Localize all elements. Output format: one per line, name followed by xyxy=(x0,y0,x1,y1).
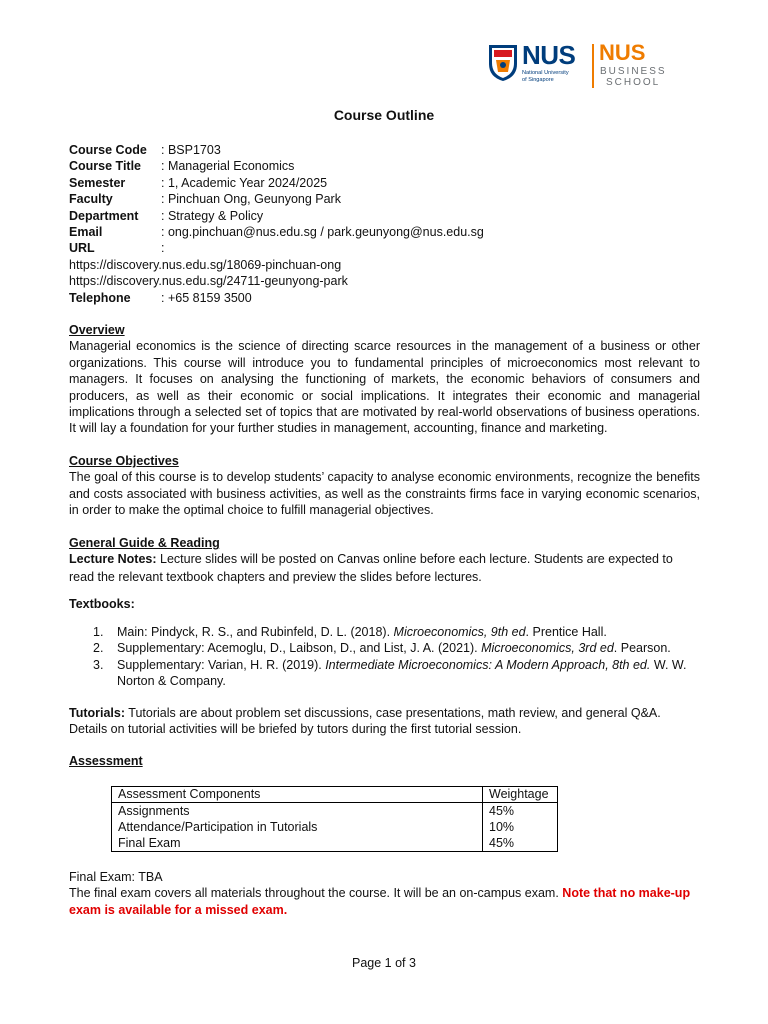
tutorials-label: Tutorials: xyxy=(69,706,126,720)
info-row xyxy=(69,142,709,158)
overview-section xyxy=(69,322,700,437)
course-info xyxy=(69,142,709,306)
book-title: Microeconomics, 9th ed xyxy=(393,625,526,639)
email-value[interactable]: : ong.pinchuan@nus.edu.sg / park.geunyong@nus.edu.sg xyxy=(161,225,484,240)
info-row xyxy=(69,191,709,207)
final-exam-warning: Note that no make-up exam is available for a missed exam. xyxy=(69,886,691,917)
table-row xyxy=(112,803,558,852)
info-label: Faculty xyxy=(69,192,113,207)
overview-text: Managerial economics is the science of directing scarce resources in the management of a business or other organizations. This course will introduce you to fundamental principles of microeconomics most relevant to managers. It focuses on analysing the functioning of markets, the economic behaviors of consumers and producers, as well as their economic or social implications. It integrates their economic and managerial implications through a selected set of topics that are motivated by real-world observations of business operations. It will lay a foundation for your further studies in management, accounting, finance and marketing. xyxy=(69,339,700,436)
table-cell: Final Exam xyxy=(118,836,181,851)
section-heading: Course Objectives xyxy=(69,454,179,468)
logo-divider xyxy=(592,44,594,88)
info-value: : xyxy=(161,241,165,256)
lecture-notes xyxy=(69,551,700,586)
table-cell: Attendance/Participation in Tutorials xyxy=(118,820,318,835)
page-title: Course Outline xyxy=(333,107,435,123)
info-label: URL xyxy=(69,241,95,256)
url-line[interactable] xyxy=(69,257,709,273)
book-title: Microeconomics, 3rd ed xyxy=(481,641,614,656)
table-cell: Assignments xyxy=(118,804,190,819)
list-number: 3. xyxy=(93,657,104,672)
section-heading: Assessment xyxy=(69,754,143,768)
info-row xyxy=(69,240,709,256)
tutorials-text: Tutorials are about problem set discussions, case presentations, math review, and general Q&A. Details on tutorial activities will be briefed by tutors during the first tutorial session. xyxy=(69,706,661,737)
table-header-row xyxy=(112,787,558,803)
info-row xyxy=(69,224,709,240)
info-value: : Pinchuan Ong, Geunyong Park xyxy=(161,192,341,207)
info-label: Telephone xyxy=(69,290,131,305)
list-item xyxy=(93,640,700,656)
textbooks-label: Textbooks: xyxy=(69,597,135,611)
book-title: Intermediate Microeconomics: A Modern Approach, 8th ed. xyxy=(325,657,651,672)
school-word: SCHOOL xyxy=(606,77,661,88)
list-item xyxy=(93,657,700,690)
url-link[interactable]: https://discovery.nus.edu.sg/18069-pinchuan-ong xyxy=(69,257,342,272)
final-exam-text: The final exam covers all materials throughout the course. It will be an on-campus exam. xyxy=(69,886,563,901)
business-word: BUSINESS xyxy=(600,66,667,77)
lecture-text: Lecture slides will be posted on Canvas online before each lecture. Students are expected to read the relevant textbook chapters and preview the slides before lectures. xyxy=(69,552,673,584)
book-text: . Prentice Hall. xyxy=(525,625,607,639)
business-school-nus: NUS xyxy=(599,40,646,65)
assessment-heading xyxy=(69,753,700,769)
info-row xyxy=(69,208,709,224)
book-text: W. W. Norton & Company. xyxy=(117,657,687,689)
guide-section xyxy=(69,535,700,586)
list-number: 1. xyxy=(93,625,104,639)
table-cell: 45% xyxy=(489,836,515,851)
nus-wordmark-subtitle xyxy=(522,70,582,83)
info-label: Department xyxy=(69,208,139,223)
tutorials-paragraph xyxy=(69,705,700,738)
info-label: Course Code xyxy=(69,143,147,157)
components-cell xyxy=(112,803,483,852)
table-header: Weightage xyxy=(483,787,558,803)
table-cell: 45% xyxy=(489,804,515,819)
table-cell: 10% xyxy=(489,820,515,835)
info-label: Email xyxy=(69,225,103,240)
book-text: . Pearson. xyxy=(613,641,671,656)
info-label: Course Title xyxy=(69,159,142,174)
book-text: Supplementary: Varian, H. R. (2019). xyxy=(117,657,326,672)
objectives-text: The goal of this course is to develop students’ capacity to analyse economic environments, recognize the benefits and costs associated with business activities, as well as the constraints firms face in varying economic scenarios, in order to make the optimal choice to fulfill managerial objectives. xyxy=(69,470,700,518)
info-row xyxy=(69,290,709,306)
objectives-section xyxy=(69,453,700,519)
url-line[interactable] xyxy=(69,273,709,289)
assessment-table xyxy=(111,786,558,852)
page-number: Page 1 of 3 xyxy=(352,956,416,970)
table-header: Assessment Components xyxy=(112,787,483,803)
section-heading: Overview xyxy=(69,323,125,337)
nus-sub-line-2: of Singapore xyxy=(522,76,554,83)
lecture-label: Lecture Notes: xyxy=(69,552,157,567)
info-label: Semester xyxy=(69,175,126,190)
nus-wordmark: NUS xyxy=(522,40,576,70)
nus-sub-line-1: National University xyxy=(522,70,569,76)
info-row xyxy=(69,158,709,174)
url-link[interactable]: https://discovery.nus.edu.sg/24711-geunyong-park xyxy=(69,274,348,289)
weightage-cell xyxy=(483,803,558,852)
textbook-list xyxy=(93,624,700,690)
section-heading: General Guide & Reading xyxy=(69,536,220,550)
nus-business-school-logo xyxy=(470,34,692,98)
business-school-text xyxy=(600,66,667,88)
info-row xyxy=(69,175,709,191)
nus-crest-icon xyxy=(488,44,518,82)
info-value: : BSP1703 xyxy=(161,143,221,157)
book-text: Main: Pindyck, R. S., and Rubinfeld, D. L. (2018). xyxy=(117,625,394,639)
info-value: : +65 8159 3500 xyxy=(161,290,252,305)
final-exam-line: Final Exam: TBA xyxy=(69,870,163,884)
list-number: 2. xyxy=(93,641,104,656)
final-exam-section xyxy=(69,869,700,918)
info-value: : 1, Academic Year 2024/2025 xyxy=(161,175,328,190)
book-text: Supplementary: Acemoglu, D., Laibson, D., and List, J. A. (2021). xyxy=(117,641,482,656)
info-value: : Managerial Economics xyxy=(161,159,295,174)
info-value: : Strategy & Policy xyxy=(161,208,264,223)
list-item xyxy=(93,624,700,640)
